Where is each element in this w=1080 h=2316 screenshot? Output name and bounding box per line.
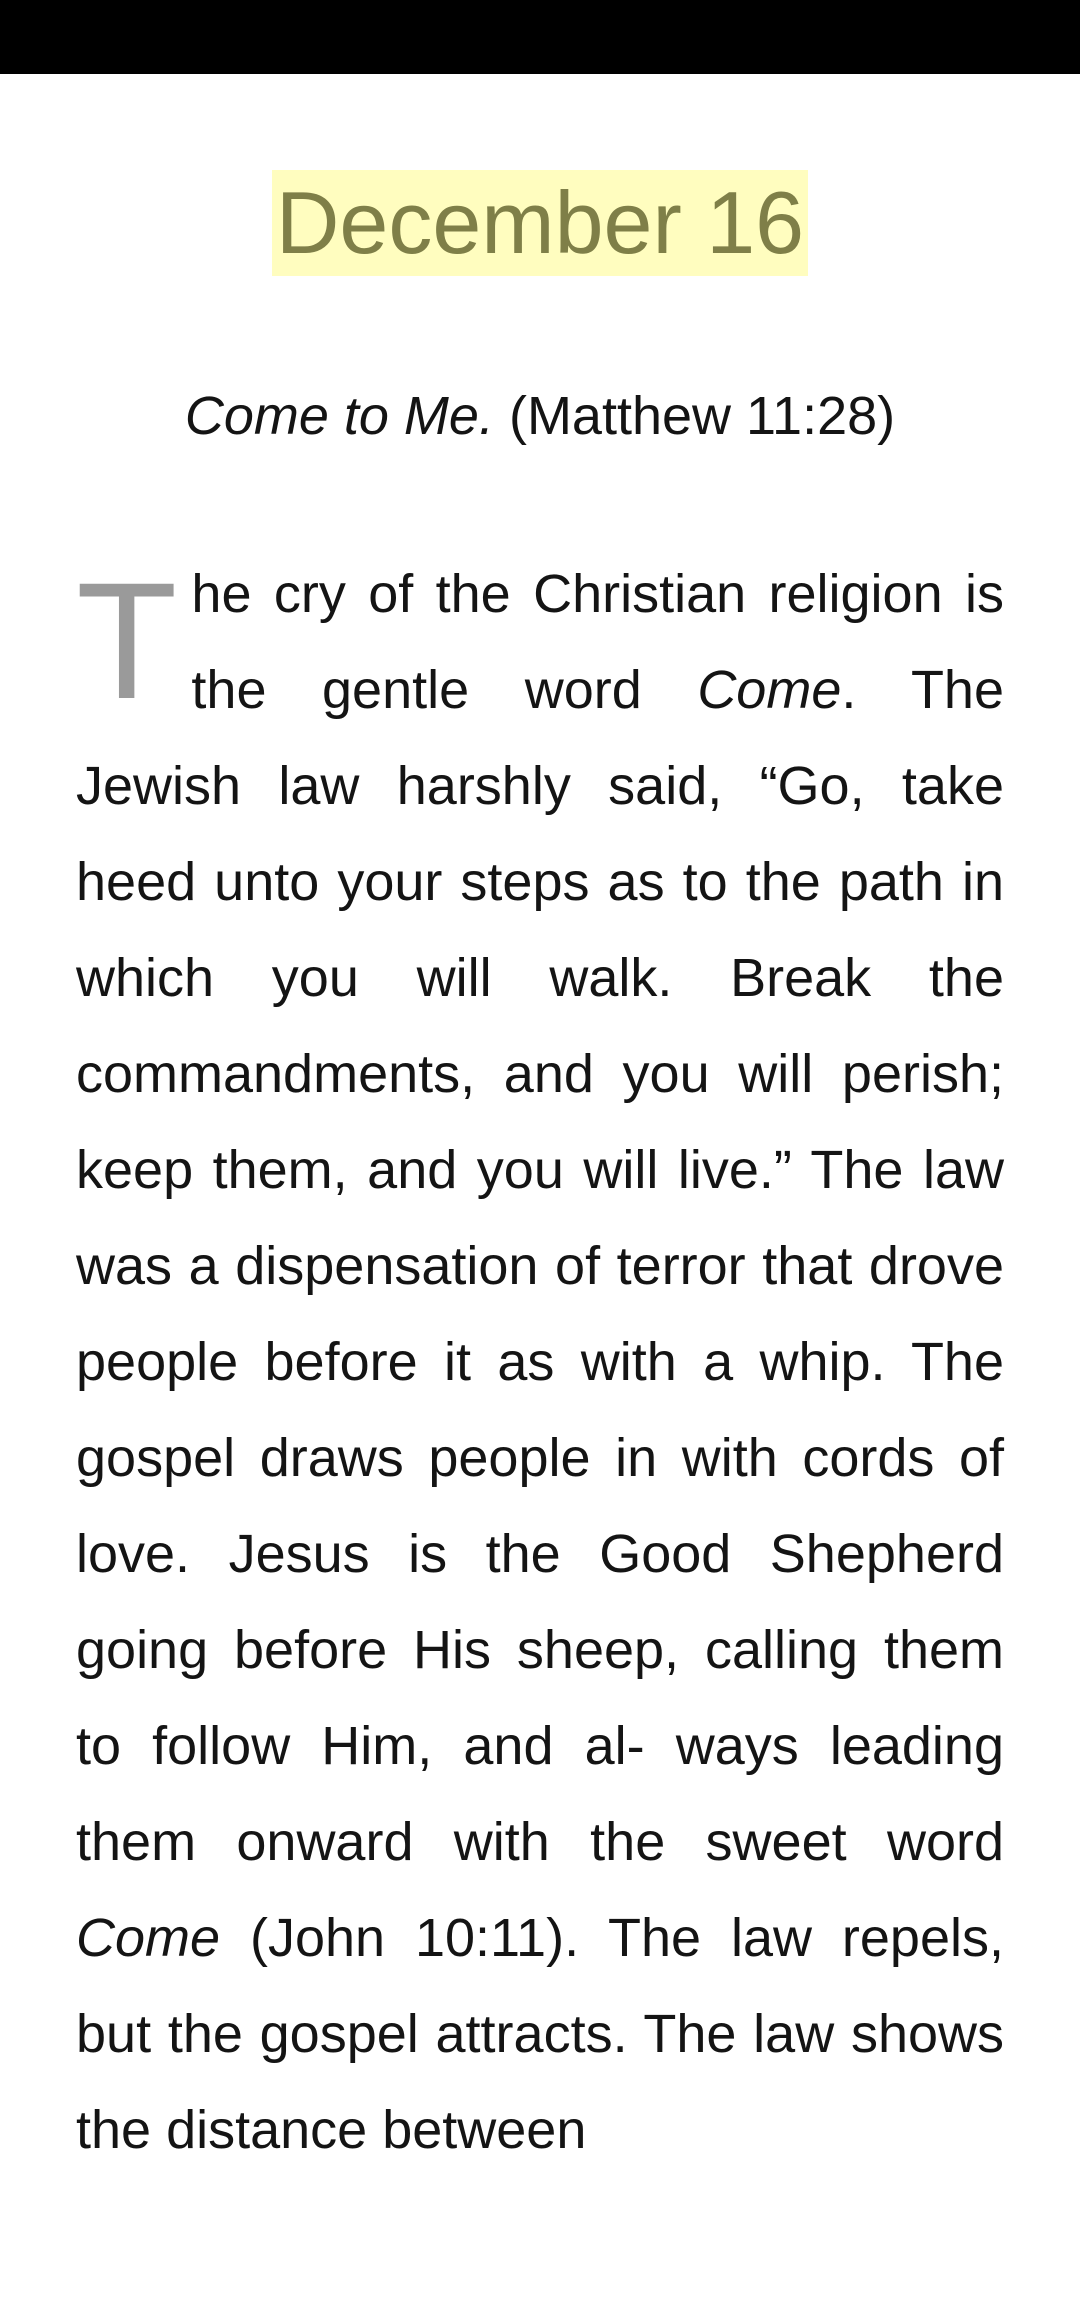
status-bar: [0, 0, 1080, 74]
drop-cap-letter: T: [76, 549, 178, 734]
title-container: [0, 170, 1080, 276]
body-segment: (John 10:11). The law repels, but the gospel attracts. The law shows the distance between: [76, 1908, 1004, 2160]
body-segment-italic: Come: [76, 1908, 221, 1968]
body-segment: he cry of the Christian religion is the gentle word: [191, 564, 1004, 720]
body-segment-italic: Come: [697, 660, 842, 720]
page-title: December 16: [272, 170, 808, 276]
verse-text: Come to Me.: [184, 386, 494, 446]
verse-line: [0, 380, 1080, 452]
body-segment: . The Jewish law harshly said, “Go, take heed unto your steps as to the path in which you will walk. Break the commandments, and you will perish; keep them, and you will live.” The law was a dispensation of terror that drove people before it as with a whip. The gospel draws people in with cords of love. Jesus is the Good Shepherd going before His sheep, calling them to follow Him, and al- ways leading them onward with the sweet word: [76, 660, 1004, 1872]
reader-page[interactable]: [0, 74, 1080, 2316]
body-paragraph: [76, 546, 1004, 2178]
verse-reference: (Matthew 11:28): [493, 386, 896, 446]
